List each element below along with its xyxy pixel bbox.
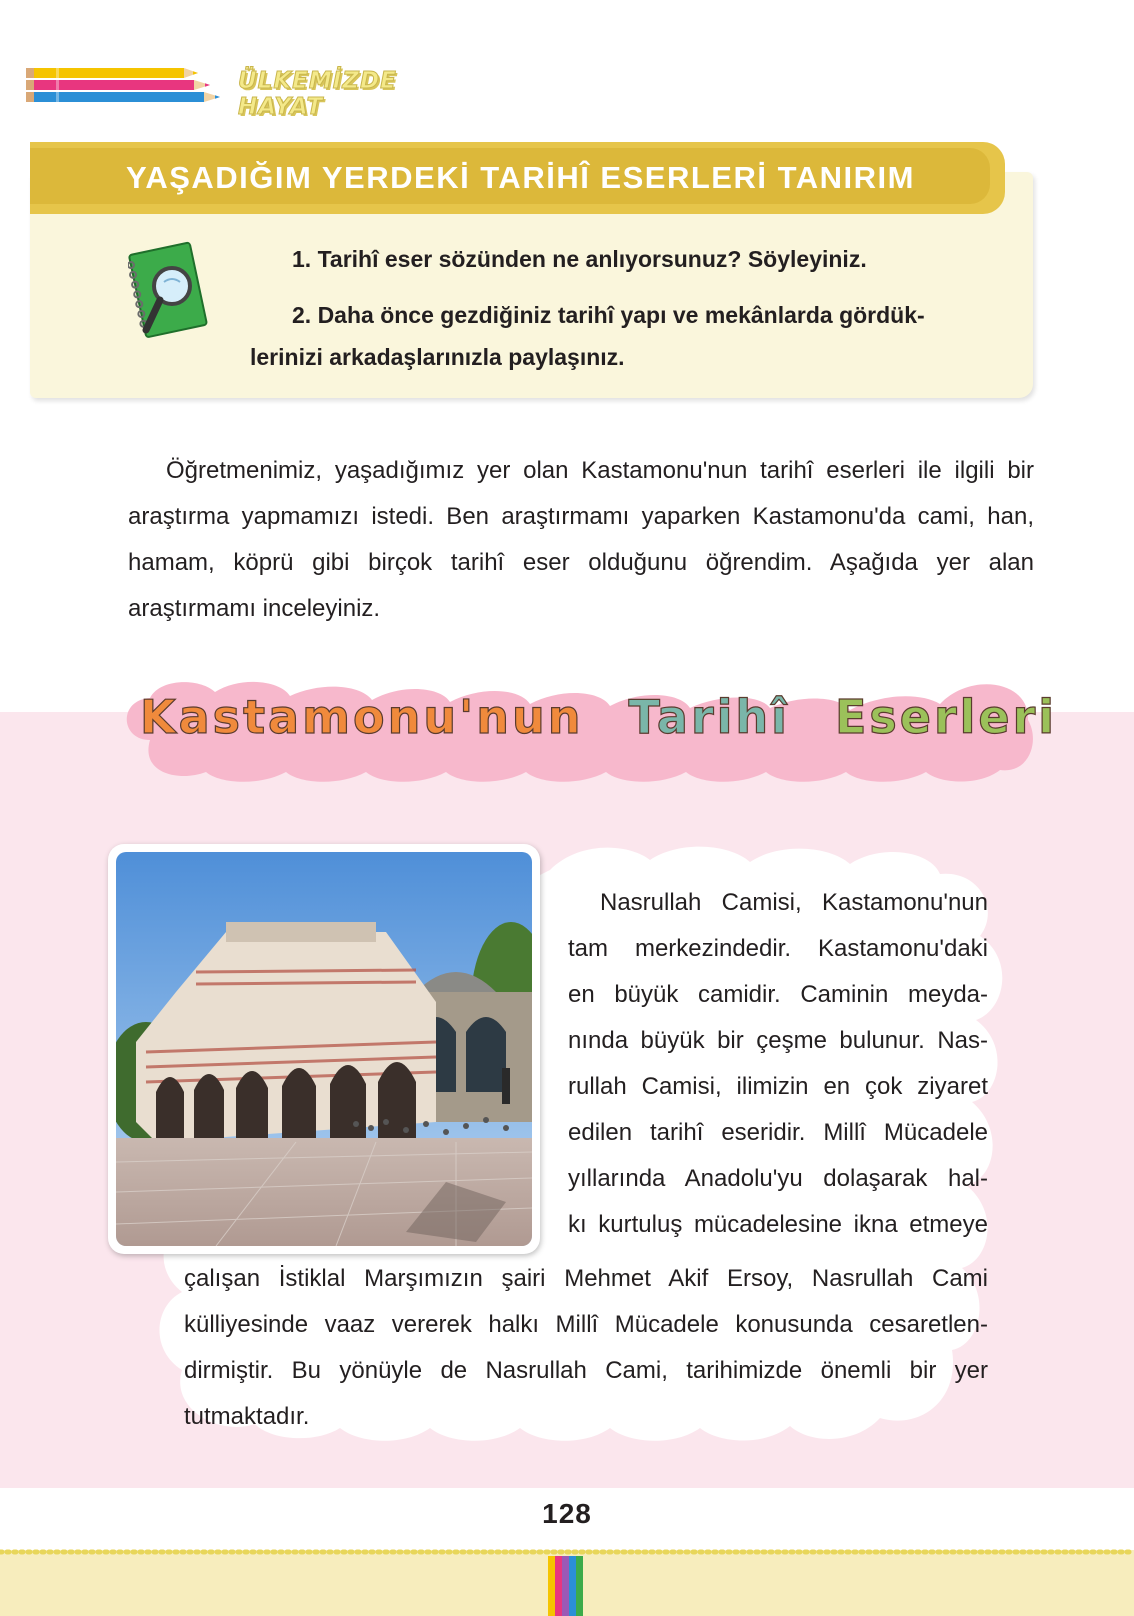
- section-title: ÜLKEMİZDE HAYAT: [238, 68, 397, 120]
- text-line: dirmiştir. Bu yönüyle de Nasrullah Cami, tarihimizde önemli bir yer: [184, 1357, 988, 1384]
- title-word-tarihi: Tarihî: [628, 690, 790, 744]
- research-title: [140, 690, 1058, 770]
- notebook-magnifier-icon: [128, 240, 208, 350]
- title-word-eserleri: Eserleri: [834, 690, 1058, 744]
- text-line: rullah Camisi, ilimizin en çok ziyaret: [568, 1073, 988, 1100]
- photo-frame: [108, 844, 540, 1254]
- colored-pencils-icon: [26, 66, 226, 106]
- intro-paragraph: Öğretmenimiz, yaşadığımız yer olan Kastamonu'nun tarihî eserleri ile ilgili bir araştırma yapmamızı istedi. Ben araştırmamı yaparken Kastamonu'da cami, han, hamam, köprü gibi birçok tarihî eser olduğunu öğrendim. Aşağıda yer alan araştırmamı inceleyiniz.: [128, 457, 1034, 622]
- text-line: tam merkezindedir. Kastamonu'daki: [568, 935, 988, 962]
- text-line: edilen tarihî eseridir. Millî Mücadele: [568, 1119, 988, 1146]
- page-footer: [0, 1488, 1134, 1616]
- text-line: Nasrullah Camisi, Kastamonu'nun: [600, 889, 988, 916]
- nasrullah-mosque-image: [116, 852, 532, 1246]
- text-line: külliyesinde vaaz vererek halkı Millî Mücadele konusunda cesaretlen-: [184, 1311, 988, 1338]
- page-number: 128: [542, 1498, 592, 1529]
- text-line: en büyük camidir. Caminin meyda-: [568, 981, 988, 1008]
- activity-banner: [30, 142, 1005, 214]
- text-line: tutmaktadır.: [184, 1403, 310, 1430]
- question-2-line-1: 2. Daha önce gezdiğiniz tarihî yapı ve mekânlarda gördük-: [292, 302, 925, 328]
- question-2-line-2: lerinizi arkadaşlarınızla paylaşınız.: [250, 344, 625, 370]
- text-line: çalışan İstiklal Marşımızın şairi Mehmet Akif Ersoy, Nasrullah Cami: [184, 1265, 988, 1292]
- title-word-kastamonu: Kastamonu'nun: [140, 690, 584, 744]
- text-line: nında büyük bir çeşme bulunur. Nas-: [568, 1027, 988, 1054]
- text-line: kı kurtuluş mücadelesine ikna etmeye: [568, 1211, 988, 1238]
- section-header: [26, 58, 486, 120]
- activity-title: YAŞADIĞIM YERDEKİ TARİHÎ ESERLERİ TANIRIM: [126, 160, 915, 195]
- page-tab-stripes: [548, 1556, 588, 1616]
- mosque-photo: [116, 852, 532, 1246]
- research-text-bottom: [184, 1256, 988, 1440]
- text-line: yıllarında Anadolu'yu dolaşarak hal-: [568, 1165, 988, 1192]
- question-1: 1. Tarihî eser sözünden ne anlıyorsunuz? Söyleyiniz.: [292, 246, 867, 272]
- research-text-side: [568, 880, 988, 1248]
